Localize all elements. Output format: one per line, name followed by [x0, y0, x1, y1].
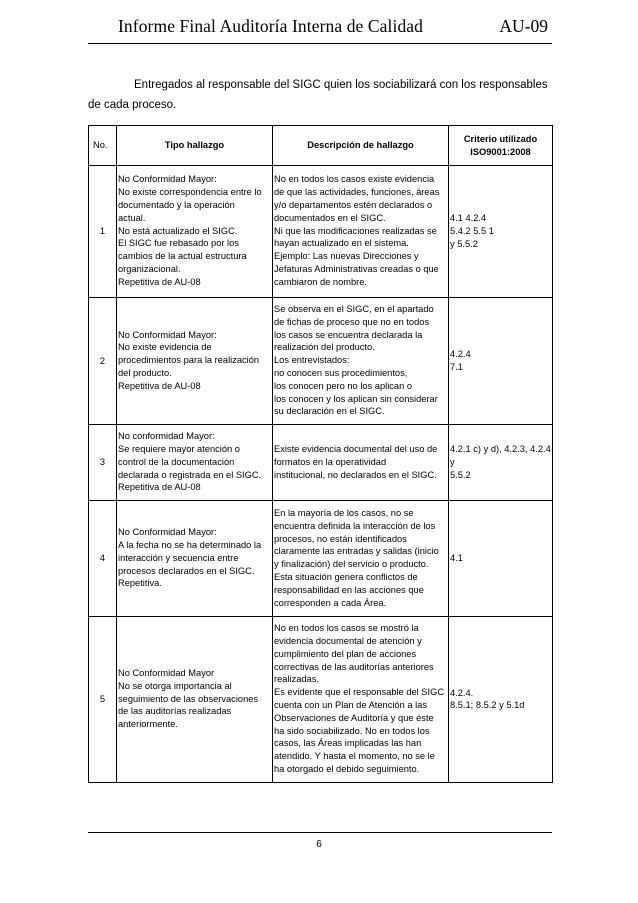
- cell-descripcion-line: claramente las entradas y salidas (inicio: [274, 546, 439, 557]
- cell-descripcion-line: ha sido sociabilizado. No en todos los: [274, 725, 430, 736]
- cell-descripcion-line: ha otorgado el debido seguimiento.: [274, 763, 420, 774]
- cell-criterio-line: y: [450, 457, 455, 468]
- cell-tipo-line: documentado y la operación: [118, 200, 235, 210]
- cell-descripcion-line: cuenta con un Plan de Atención a las: [274, 699, 427, 710]
- cell-tipo-line: anteriormente.: [118, 719, 178, 730]
- cell-descripcion-line: realización del producto.: [274, 342, 375, 353]
- header-criterio-line-1: Criterio utilizado: [463, 133, 538, 144]
- cell-tipo-line: del producto.: [118, 367, 172, 378]
- cell-criterio: [449, 425, 553, 501]
- cell-tipo-line: No Conformidad Mayor:: [118, 174, 217, 185]
- cell-criterio-line: 4.2.1 c) y d), 4.2.3, 4.2.4: [450, 444, 551, 455]
- cell-descripcion-line: procesos, no están identificados: [274, 533, 407, 544]
- header-no: No.: [89, 126, 117, 166]
- cell-descripcion: [273, 166, 449, 298]
- cell-tipo: [117, 617, 273, 783]
- table-row: [89, 298, 553, 425]
- cell-criterio-line: 4.2.4.: [450, 687, 474, 698]
- table-header-row: [89, 126, 553, 166]
- cell-descripcion-line: Jefaturas Administrativas creadas o que: [274, 263, 439, 274]
- cell-criterio: [449, 501, 553, 617]
- cell-tipo-line: procesos declarados en el SIGC.: [118, 565, 255, 576]
- cell-descripcion-line: documentados en el SIGC.: [274, 212, 386, 223]
- cell-tipo: [117, 298, 273, 425]
- cell-descripcion: [273, 501, 449, 617]
- cell-criterio-line: 5.4.2 5.5 1: [450, 226, 494, 237]
- cell-descripcion-line: Se observa en el SIGC, en el apartado: [274, 304, 434, 314]
- cell-tipo-line: No existe evidencia de: [118, 342, 212, 353]
- cell-criterio-line: 4.1 4.2.4: [450, 213, 487, 224]
- cell-tipo-line: Repetitiva de AU-08: [118, 482, 201, 493]
- cell-descripcion-line: Existe evidencia documental del uso de: [274, 443, 438, 454]
- cell-descripcion: [273, 298, 449, 425]
- cell-descripcion-line: institucional, no declarados en el SIGC.: [274, 469, 437, 480]
- document-title: Informe Final Auditoría Interna de Calidad: [118, 16, 424, 36]
- table-row: [89, 501, 553, 617]
- cell-tipo-line: No Conformidad Mayor: [118, 667, 215, 678]
- cell-descripcion-line: encuentra definida la interacción de los: [274, 520, 436, 531]
- cell-descripcion-line: Esta situación genera conflictos de: [274, 571, 418, 582]
- cell-criterio-line: 4.1: [450, 553, 463, 564]
- cell-tipo-line: control de la documentación: [118, 456, 235, 467]
- header-criterio: [449, 126, 553, 166]
- cell-descripcion-line: evidencia documental de atención y: [274, 635, 422, 646]
- cell-descripcion-line: su declaración en el SIGC.: [274, 406, 385, 417]
- cell-tipo-line: No está actualizado el SIGC.: [118, 225, 238, 236]
- cell-tipo-line: El SIGC fue rebasado por los: [118, 238, 239, 249]
- cell-descripcion-line: responsabilidad en las acciones que: [274, 584, 424, 595]
- cell-descripcion-line: y/o departamentos estén declarados o: [274, 200, 433, 210]
- cell-descripcion-line: No en todos los casos se mostró la: [274, 623, 419, 634]
- cell-descripcion-line: de fichas de proceso que no en todos: [274, 316, 430, 327]
- intro-line-1: Entregados al responsable del SIGC quien los sociabilizará con los responsables: [134, 79, 548, 91]
- cell-no: 2: [89, 298, 117, 425]
- cell-descripcion-line: En la mayoría de los casos, no se: [274, 507, 414, 518]
- cell-descripcion-line: Ejemplo: Las nuevas Direcciones y: [274, 251, 419, 262]
- cell-descripcion-line: No en todos los casos existe evidencia: [274, 174, 435, 185]
- cell-criterio-line: y 5.5.2: [450, 238, 478, 249]
- cell-tipo-line: cambios de la actual estructura: [118, 251, 247, 262]
- findings-body: [89, 166, 553, 783]
- cell-criterio: [449, 617, 553, 783]
- cell-descripcion-line: formatos en la operatividad: [274, 456, 387, 467]
- cell-no: 5: [89, 617, 117, 783]
- cell-tipo: [117, 425, 273, 501]
- cell-tipo-line: seguimiento de las observaciones: [118, 693, 259, 704]
- cell-descripcion-line: casos, las Áreas implicadas las han: [274, 738, 422, 749]
- cell-tipo-line: No se otorga importancia al: [118, 680, 232, 691]
- cell-tipo-line: interacción y secuencia entre: [118, 552, 239, 563]
- header-rule: [88, 43, 552, 44]
- cell-no: 4: [89, 501, 117, 617]
- table-row: [89, 166, 553, 298]
- cell-descripcion-line: los conocen y los aplican sin considerar: [274, 393, 438, 404]
- cell-criterio: [449, 166, 553, 298]
- cell-descripcion-line: los conocen pero no los aplican o: [274, 380, 412, 391]
- cell-tipo-line: No conformidad Mayor:: [118, 431, 215, 442]
- cell-tipo-line: No existe correspondencia entre lo: [118, 187, 262, 198]
- cell-descripcion-line: hayan actualizado en el sistema.: [274, 238, 409, 249]
- page-header: [118, 16, 548, 40]
- cell-tipo: [117, 501, 273, 617]
- cell-tipo-line: procedimientos para la realización: [118, 355, 260, 366]
- intro-line-2: de cada proceso.: [88, 99, 177, 111]
- header-criterio-line-2: ISO9001:2008: [470, 146, 531, 157]
- cell-descripcion-line: corresponden a cada Área.: [274, 597, 387, 608]
- cell-tipo-line: Repetitiva de AU-08: [118, 380, 201, 391]
- cell-tipo: [117, 166, 273, 298]
- cell-descripcion-line: Observaciones de Auditoría y que éste: [274, 712, 434, 723]
- cell-no: 1: [89, 166, 117, 298]
- cell-descripcion-line: Es evidente que el responsable del SIGC: [274, 687, 445, 698]
- cell-descripcion-line: Los entrevistados:: [274, 355, 350, 366]
- findings-table: [88, 125, 553, 783]
- cell-criterio-line: 4.2.4: [450, 349, 471, 360]
- cell-descripcion-line: cambiaron de nombre.: [274, 276, 368, 287]
- cell-tipo-line: No Conformidad Mayor:: [118, 527, 217, 538]
- header-tipo: Tipo hallazgo: [117, 126, 273, 166]
- cell-descripcion-line: correctivas de las auditorías anteriores: [274, 661, 434, 672]
- cell-tipo-line: Repetitiva.: [118, 578, 162, 589]
- cell-tipo-line: Se requiere mayor atención o: [118, 443, 240, 454]
- intro-paragraph: [88, 75, 552, 115]
- cell-descripcion: [273, 425, 449, 501]
- cell-tipo-line: No Conformidad Mayor:: [118, 329, 217, 340]
- cell-criterio: [449, 298, 553, 425]
- cell-tipo-line: actual.: [118, 212, 146, 223]
- cell-tipo-line: A la fecha no se ha determinado la: [118, 539, 262, 550]
- cell-descripcion-line: atendido. Y hasta el momento, no se le: [274, 751, 435, 762]
- table-row: [89, 617, 553, 783]
- cell-tipo-line: de las auditorías realizadas: [118, 706, 232, 717]
- cell-no: 3: [89, 425, 117, 501]
- table-row: [89, 425, 553, 501]
- cell-descripcion-line: de que las actividades, funciones, áreas: [274, 187, 440, 198]
- cell-descripcion-line: los casos se encuentra declarada la: [274, 329, 423, 340]
- cell-descripcion-line: no conocen sus procedimientos,: [274, 367, 408, 378]
- document-code: AU-09: [499, 16, 548, 36]
- footer-rule: [88, 832, 552, 833]
- cell-descripcion-line: y finalización) del servicio o producto.: [274, 559, 429, 570]
- cell-descripcion-line: realizadas.: [274, 674, 319, 685]
- cell-descripcion-line: Ni que las modificaciones realizadas se: [274, 225, 437, 236]
- cell-tipo-line: organizacional.: [118, 263, 181, 274]
- cell-criterio-line: 5.5.2: [450, 470, 471, 481]
- cell-tipo-line: Repetitiva de AU-08: [118, 276, 201, 287]
- cell-tipo-line: declarada o registrada en el SIGC.: [118, 469, 262, 480]
- cell-criterio-line: 7.1: [450, 362, 463, 373]
- header-descripcion: Descripción de hallazgo: [273, 126, 449, 166]
- cell-descripcion: [273, 617, 449, 783]
- cell-criterio-line: 8.5.1; 8.5.2 y 5.1d: [450, 700, 525, 711]
- page-number: 6: [316, 839, 322, 850]
- cell-descripcion-line: cumplimiento del plan de acciones: [274, 648, 417, 659]
